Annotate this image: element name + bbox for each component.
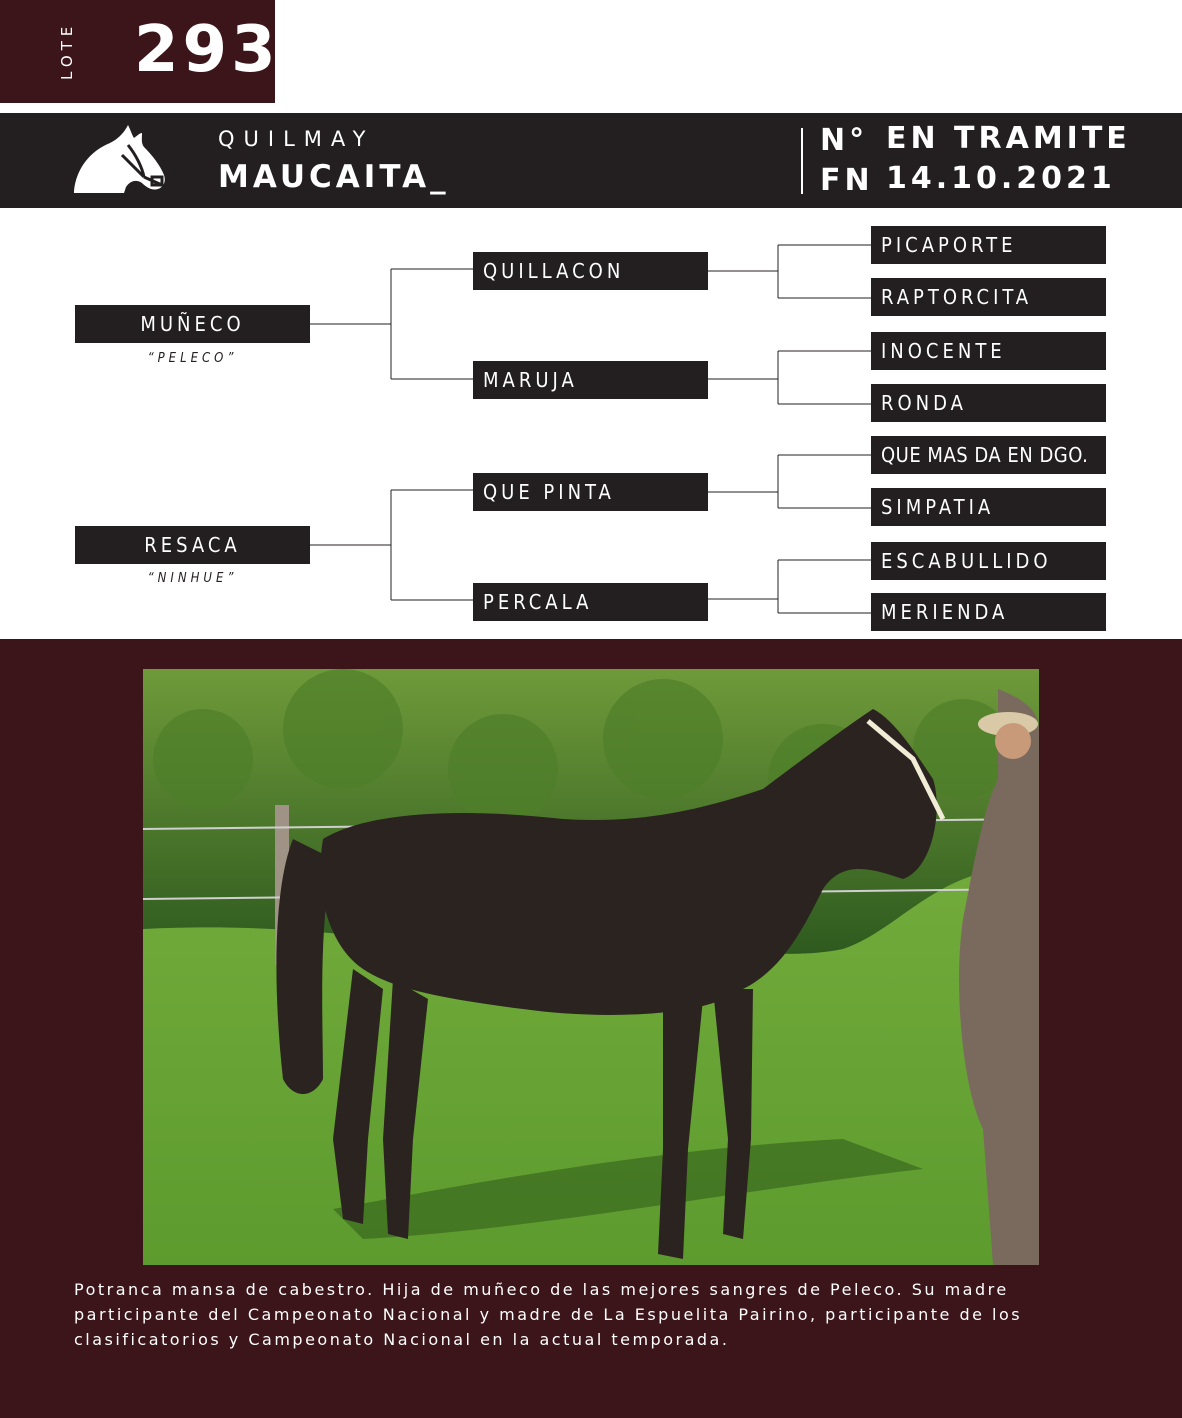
great-grandparent-box: ESCABULLIDO <box>871 542 1106 580</box>
registration-label: N° <box>820 123 869 158</box>
great-grandparent-box: PICAPORTE <box>871 226 1106 264</box>
grandparent-box: QUILLACON <box>473 252 708 290</box>
grandparent-box: MARUJA <box>473 361 708 399</box>
horse-head-icon <box>72 125 168 193</box>
lot-description: Potranca mansa de cabestro. Hija de muñeco de las mejores sangres de Peleco. Su madre participante del Campeonato Nacional y madre de La Espuelita Pairino, participante de los clasificatorios y Campeonato Nacional en la actual temporada. <box>74 1280 1023 1349</box>
header-band <box>0 113 1182 208</box>
great-grandparent-box: INOCENTE <box>871 332 1106 370</box>
great-grandparent-box: RONDA <box>871 384 1106 422</box>
dam-box: RESACA <box>75 526 310 564</box>
great-grandparent-box: MERIENDA <box>871 593 1106 631</box>
lot-badge <box>0 0 280 103</box>
dam-origin: “NINHUE” <box>147 571 238 586</box>
great-grandparent-box: RAPTORCITA <box>871 278 1106 316</box>
header-divider <box>801 128 803 194</box>
registration-value: EN TRAMITE <box>886 121 1131 156</box>
sire-box: MUÑECO <box>75 305 310 343</box>
horse-photo-illustration <box>143 669 1039 1265</box>
lot-number: 293 <box>134 13 280 87</box>
birth-date-value: 14.10.2021 <box>886 161 1116 196</box>
great-grandparent-box: SIMPATIA <box>871 488 1106 526</box>
horse-photo <box>143 669 1039 1265</box>
grandparent-box: PERCALA <box>473 583 708 621</box>
breeder-name: QUILMAY <box>218 127 375 151</box>
birth-date-label: FN <box>820 163 874 198</box>
sire-origin: “PELECO” <box>147 351 238 366</box>
lot-label: LOTE <box>58 21 76 81</box>
great-grandparent-box: QUE MAS DA EN DGO. <box>871 436 1106 474</box>
horse-name: MAUCAITA_ <box>218 159 450 195</box>
pedigree-chart <box>0 208 1182 639</box>
photo-section <box>0 639 1182 1418</box>
grandparent-box: QUE PINTA <box>473 473 708 511</box>
